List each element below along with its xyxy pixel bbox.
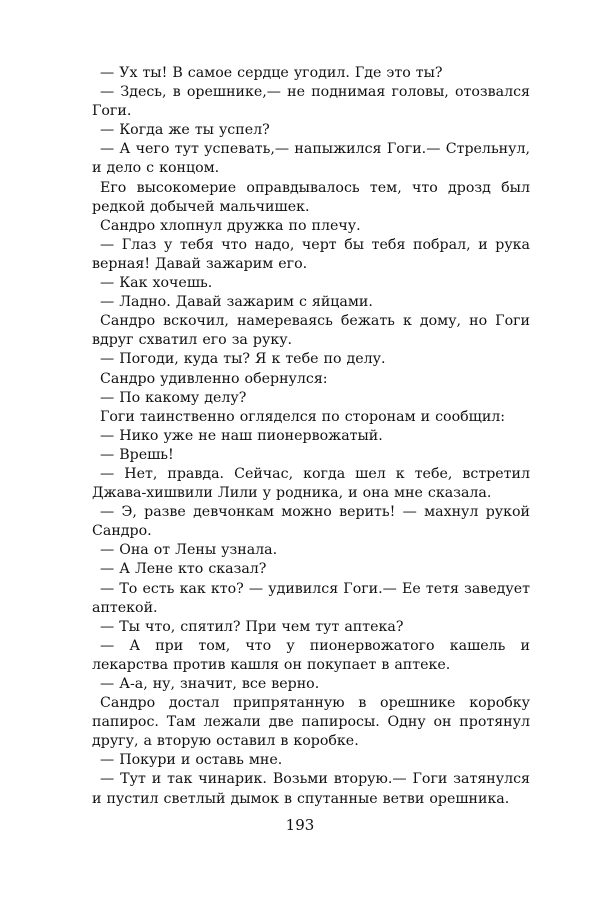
paragraph: — А чего тут успевать,— напыжился Гоги.— Стрельнул, и дело с концом. — [92, 141, 530, 177]
paragraph: — Погоди, куда ты? Я к тебе по делу. — [100, 351, 386, 368]
paragraph: — Здесь, в орешнике,— не поднимая головы, отозвался Гоги. — [92, 84, 530, 120]
paragraph: — Врешь! — [100, 446, 174, 463]
paragraph: — А Лене кто сказал? — [100, 561, 267, 578]
paragraph: — По какому делу? — [100, 389, 247, 406]
paragraph: Сандро удивленно обернулся: — [100, 370, 328, 387]
paragraph: Сандро хлопнул дружка по плечу. — [100, 217, 361, 234]
paragraph: — Ладно. Давай зажарим с яйцами. — [100, 294, 373, 311]
paragraph: — А-а, ну, значит, все верно. — [100, 676, 320, 692]
paragraph: — Глаз у тебя что надо, черт бы тебя побрал, и рука верная! Давай зажарим его. — [92, 236, 530, 272]
paragraph: — А при том, что у пионервожатого кашель и лекарства против кашля он покупает в аптеке. — [92, 637, 530, 673]
paragraph: — Ты что, спятил? При чем тут аптека? — [100, 618, 404, 635]
paragraph: — Э, разве девчонкам можно верить! — махнул рукой Сандро. — [92, 504, 530, 540]
page-text — [92, 64, 530, 809]
paragraph: — Покури и оставь мне. — [100, 752, 283, 769]
paragraph: Сандро вскочил, намереваясь бежать к дому, но Гоги вдруг схватил его за руку. — [92, 313, 530, 349]
paragraph: — Когда же ты успел? — [100, 122, 270, 139]
paragraph: — Нико уже не наш пионервожатый. — [100, 427, 383, 444]
paragraph: — То есть как кто? — удивился Гоги.— Ее тетя заведует аптекой. — [92, 580, 530, 616]
paragraph: — Нет, правда. Сейчас, когда шел к тебе, встретил Джава-хишвили Лили у родника, и она мне сказала. — [92, 465, 530, 502]
page-number: 193 — [285, 816, 315, 834]
paragraph: — Как хочешь. — [100, 275, 213, 292]
paragraph: — Она от Лены узнала. — [100, 542, 278, 559]
paragraph: Гоги таинственно огляделся по сторонам и сообщил: — [100, 408, 506, 425]
paragraph: Сандро достал припрятанную в орешнике коробку папирос. Там лежали две папиросы. Одну он протянул другу, а вторую оставил в коробке. — [92, 695, 530, 750]
paragraph: — Ух ты! В самое сердце угодил. Где это ты? — [100, 65, 443, 81]
paragraph: Его высокомерие оправдывалось тем, что дрозд был редкой добычей мальчишек. — [92, 179, 530, 215]
paragraph: — Тут и так чинарик. Возьми вторую.— Гоги затянулся и пустил светлый дымок в спутанные ветви орешника. — [92, 771, 530, 807]
